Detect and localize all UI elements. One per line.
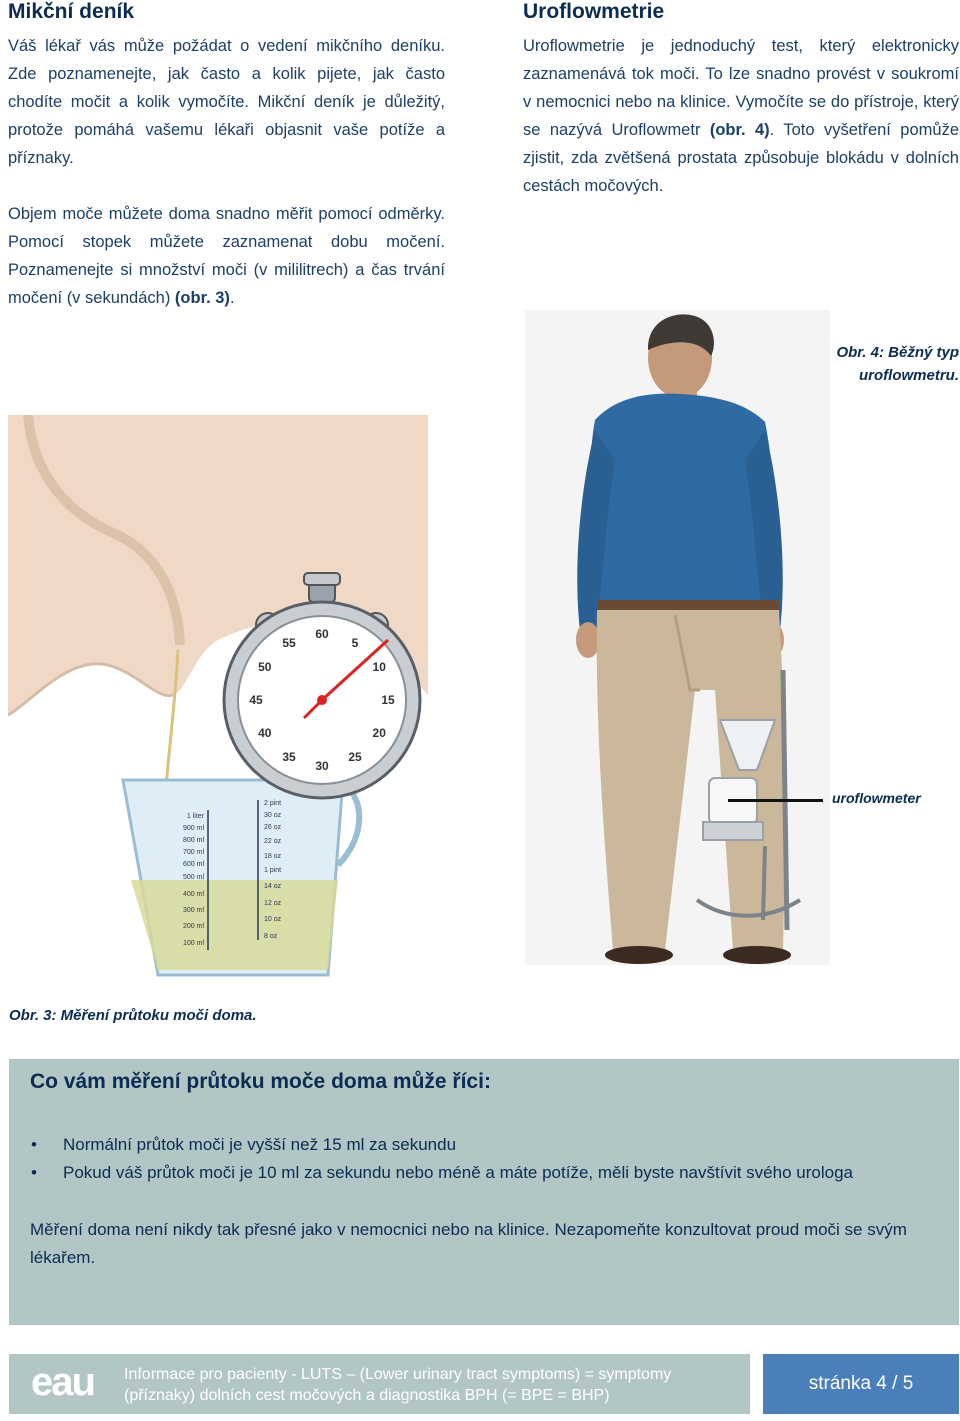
stopwatch-dial-label: 15 — [381, 693, 395, 707]
jug-tick-label: 900 ml — [182, 825, 204, 832]
jug-tick-label: 500 ml — [182, 874, 204, 881]
jug-tick-label: 800 ml — [182, 837, 204, 844]
jug-tick-label: 700 ml — [182, 849, 204, 856]
stopwatch-dial-label: 45 — [249, 693, 263, 707]
figure-4-caption — [700, 341, 959, 387]
jug-tick-label: 1 pint — [264, 867, 282, 874]
stopwatch-dial-label: 40 — [258, 726, 272, 740]
paragraph-uroflowmetrie: Uroflowmetrie je jednoduchý test, který elektronicky zaznamenává tok moči. To lze snadno provést v soukromí v nemocnici nebo na klinice. Vymočíte se do přístroje, který se nazývá Uroflowmetr (obr. 4). Toto vyšetření pomůže zjistit, zda zvětšená prostata způsobuje blokádu v dolních cestách močových. — [523, 37, 959, 195]
jug-tick-label: 2 pint — [264, 800, 282, 807]
page-number: stránka 4 / 5 — [808, 1373, 914, 1394]
eau-logo: eau — [31, 1360, 94, 1404]
callout-box — [9, 1059, 959, 1325]
heading-mikcni-denik: Mikční deník — [8, 0, 135, 23]
stopwatch-dial-label: 55 — [282, 635, 296, 650]
jug-tick-label: 400 ml — [182, 891, 204, 898]
footer-description: Informace pro pacienty - LUTS – (Lower urinary tract symptoms) = symptomy (příznaky) dolních cest močových a diagnostika BPH (= BPE = BHP) — [124, 1366, 672, 1404]
left-column — [8, 0, 445, 312]
uroflowmeter-label: uroflowmeter — [832, 790, 921, 806]
figure-4-illustration — [525, 310, 830, 965]
page-indicator — [763, 1354, 959, 1414]
callout-note: Měření doma není nikdy tak přesné jako v nemocnici nebo na klinice. Nezapomeňte konzultovat proud moči se svým lékařem. — [30, 1220, 907, 1267]
right-column — [523, 0, 959, 200]
jug-tick-label: 14 oz — [264, 883, 282, 890]
stopwatch-dial-label: 20 — [372, 726, 386, 740]
jug-tick-label: 30 oz — [264, 812, 282, 819]
jug-tick-label: 18 oz — [264, 853, 282, 860]
paragraph-mikcni-denik: Váš lékař vás může požádat o vedení mikčního deníku. Zde poznamenejte, jak často a kolik pijete, jak často chodíte močit a kolik vymočíte. Mikční deník je důležitý, protože pomáhá vašemu lékaři objasnit vaše potíže a příznaky. — [8, 37, 445, 167]
footer-info-bar — [9, 1354, 750, 1414]
jug-tick-label: 200 ml — [182, 923, 204, 930]
uroflowmeter-pointer-line — [728, 799, 823, 802]
jug-tick-label: 1 liter — [186, 813, 204, 820]
jug-tick-label: 600 ml — [182, 861, 204, 868]
heading-uroflowmetrie: Uroflowmetrie — [523, 0, 665, 23]
figure-3-illustration — [8, 415, 428, 985]
callout-title: Co vám měření průtoku moče doma může říci: — [30, 1070, 491, 1093]
paragraph-objem-moce: Objem moče můžete doma snadno měřit pomocí odměrky. Pomocí stopek můžete zaznamenat dobu močení. Poznamenejte si množství moči (v mililitrech) a čas trvání močení (v sekundách) (obr. 3). — [8, 205, 445, 307]
jug-tick-label: 100 ml — [182, 940, 204, 947]
stopwatch-dial-label: 35 — [282, 750, 296, 765]
figure-ref-4: (obr. 4) — [709, 121, 770, 139]
figure-4-caption-line2: uroflowmetru. — [859, 367, 959, 384]
figure-ref-3: (obr. 3) — [174, 289, 230, 307]
figure-3-caption: Obr. 3: Měření průtoku moči doma. — [9, 1007, 257, 1024]
jug-tick-label: 12 oz — [264, 900, 282, 907]
callout-bullet: • Pokud váš průtok moči je 10 ml za sekundu nebo méně a máte potíže, měli byste navštívit svého urologa — [63, 1159, 853, 1187]
jug-tick-label: 10 oz — [264, 916, 282, 923]
callout-bullet: • Normální průtok moči je vyšší než 15 ml za sekundu — [63, 1131, 853, 1159]
stopwatch-dial-label: 25 — [348, 750, 362, 765]
jug-tick-label: 300 ml — [182, 907, 204, 914]
stopwatch-dial-label: 10 — [372, 660, 386, 674]
stopwatch-dial-label: 60 — [315, 627, 329, 641]
callout-bullet-list — [30, 1131, 853, 1187]
figure-4-caption-line1: Obr. 4: Běžný typ — [836, 344, 959, 361]
stopwatch-dial-label: 5 — [351, 635, 359, 650]
jug-tick-label: 26 oz — [264, 824, 282, 831]
stopwatch-dial-label: 50 — [258, 660, 272, 674]
jug-tick-label: 8 oz — [264, 933, 278, 940]
jug-tick-label: 22 oz — [264, 838, 282, 845]
stopwatch-dial-label: 30 — [315, 759, 329, 773]
